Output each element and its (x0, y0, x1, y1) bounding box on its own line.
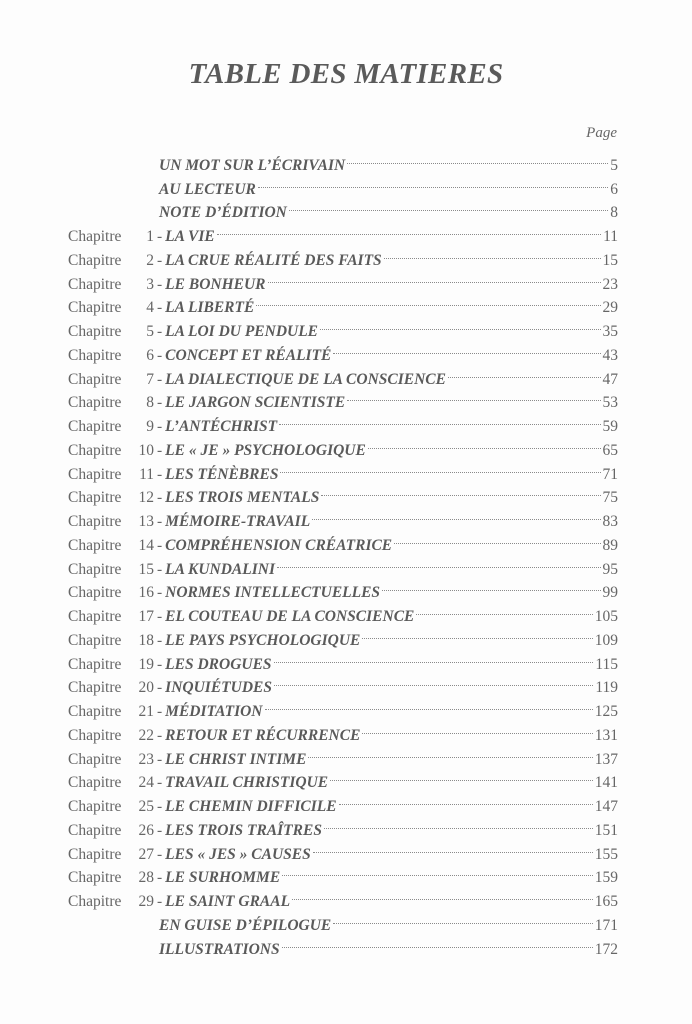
chapter-separator: - (157, 418, 163, 435)
dot-leader (289, 194, 608, 218)
page-number: 165 (594, 893, 618, 910)
chapter-title: RETOUR ET RÉCURRENCE (165, 726, 361, 744)
dot-leader (339, 787, 593, 811)
chapter-title: LA VIE (165, 228, 215, 245)
page-title: TABLE DES MATIERES (188, 58, 504, 90)
chapter-label: Chapitre (68, 299, 122, 317)
chapter-label: Chapitre (68, 370, 122, 388)
toc-entry[interactable] (68, 930, 618, 958)
dot-leader (217, 217, 601, 241)
chapter-separator: - (157, 299, 163, 317)
dot-leader (333, 336, 600, 360)
chapter-number: 1 (146, 228, 154, 245)
chapter-title: TRAVAIL CHRISTIQUE (165, 774, 329, 792)
dot-leader (277, 550, 601, 574)
chapter-label: Chapitre (68, 845, 122, 863)
page-number: 159 (594, 869, 618, 887)
page-number: 8 (610, 204, 618, 222)
chapter-label: Chapitre (68, 323, 122, 340)
page-number: 29 (602, 299, 618, 317)
dot-leader (347, 146, 608, 170)
toc-chapter-entry[interactable] (68, 217, 618, 245)
chapter-number: 17 (138, 608, 154, 625)
dot-leader (324, 811, 593, 835)
chapter-number: 13 (138, 513, 154, 530)
chapter-separator: - (157, 631, 163, 649)
chapter-title: COMPRÉHENSION CRÉATRICE (165, 536, 393, 554)
page-number: 141 (594, 774, 618, 792)
chapter-label: Chapitre (68, 798, 122, 815)
dot-leader (256, 289, 600, 313)
chapter-number: 27 (138, 845, 154, 863)
chapter-label: Chapitre (68, 441, 122, 459)
dot-leader (416, 597, 592, 621)
page-number: 83 (602, 513, 618, 530)
chapter-number: 7 (146, 370, 154, 388)
chapter-title: INQUIÉTUDES (165, 679, 272, 697)
dot-leader (308, 740, 592, 764)
page-number: 11 (603, 228, 618, 245)
page-number: 71 (602, 465, 618, 483)
chapter-separator: - (157, 893, 163, 910)
dot-leader (330, 764, 593, 788)
dot-leader (279, 407, 600, 431)
chapter-number: 9 (146, 418, 154, 435)
chapter-title: LE « JE » PSYCHOLOGIQUE (165, 441, 366, 459)
entry-title: ILLUSTRATIONS (159, 940, 280, 958)
page-number: 89 (602, 536, 618, 554)
chapter-number: 3 (146, 275, 154, 293)
page-number: 155 (594, 845, 618, 863)
entry-title: NOTE D’ÉDITION (159, 204, 287, 222)
chapter-separator: - (157, 774, 163, 792)
chapter-number: 20 (138, 679, 154, 697)
page-number: 5 (610, 156, 618, 174)
chapter-label: Chapitre (68, 631, 122, 649)
chapter-label: Chapitre (68, 465, 122, 483)
page-number: 115 (595, 655, 618, 673)
chapter-label: Chapitre (68, 560, 122, 578)
page-number: 6 (610, 180, 618, 198)
page-number: 15 (602, 251, 618, 269)
chapter-title: EL COUTEAU DE LA CONSCIENCE (165, 608, 415, 625)
chapter-title: CONCEPT ET RÉALITÉ (165, 346, 332, 364)
chapter-separator: - (157, 275, 163, 293)
chapter-number: 23 (138, 750, 154, 768)
page-number: 109 (594, 631, 618, 649)
chapter-title: LE CHEMIN DIFFICILE (165, 798, 337, 815)
chapter-label: Chapitre (68, 655, 122, 673)
chapter-separator: - (157, 465, 163, 483)
chapter-separator: - (157, 560, 163, 578)
chapter-label: Chapitre (68, 703, 122, 720)
entry-title: UN MOT SUR L’ÉCRIVAIN (159, 156, 346, 174)
chapter-number: 19 (138, 655, 154, 673)
chapter-separator: - (157, 394, 163, 412)
dot-leader (347, 384, 600, 408)
chapter-number: 15 (138, 560, 154, 578)
dot-leader (274, 669, 593, 693)
chapter-number: 26 (138, 821, 154, 839)
dot-leader (394, 526, 600, 550)
chapter-title: NORMES INTELLECTUELLES (165, 584, 381, 602)
dot-leader (320, 312, 600, 336)
page-number: 131 (594, 726, 618, 744)
chapter-label: Chapitre (68, 608, 122, 625)
chapter-separator: - (157, 228, 163, 245)
chapter-title: MÉDITATION (165, 703, 263, 720)
chapter-title: LES TROIS TRAÎTRES (165, 821, 322, 839)
chapter-title: LA LIBERTÉ (165, 299, 255, 317)
chapter-number: 12 (138, 489, 154, 507)
chapter-title: LES « JES » CAUSES (165, 845, 311, 863)
toc-entry[interactable] (68, 146, 618, 174)
table-of-contents (68, 146, 618, 958)
page-number: 119 (595, 679, 618, 697)
chapter-title: LA DIALECTIQUE DE LA CONSCIENCE (165, 370, 446, 388)
dot-leader (282, 930, 593, 954)
chapter-separator: - (157, 584, 163, 602)
chapter-label: Chapitre (68, 774, 122, 792)
dot-leader (274, 645, 594, 669)
chapter-number: 29 (138, 893, 154, 910)
chapter-number: 14 (138, 536, 154, 554)
dot-leader (292, 882, 593, 906)
chapter-title: LES DROGUES (165, 655, 272, 673)
chapter-separator: - (157, 370, 163, 388)
chapter-title: LA LOI DU PENDULE (165, 323, 319, 340)
chapter-separator: - (157, 726, 163, 744)
chapter-separator: - (157, 323, 163, 340)
chapter-label: Chapitre (68, 228, 122, 245)
chapter-title: LES TÉNÈBRES (165, 465, 279, 483)
chapter-title: LA KUNDALINI (165, 560, 275, 578)
page-number: 47 (602, 370, 618, 388)
chapter-number: 25 (138, 798, 154, 815)
page-number: 125 (594, 703, 618, 720)
page-number: 172 (594, 940, 618, 958)
page-number: 65 (602, 441, 618, 459)
chapter-title: LE SURHOMME (165, 869, 281, 887)
chapter-number: 28 (138, 869, 154, 887)
chapter-separator: - (157, 821, 163, 839)
page-number: 147 (594, 798, 618, 815)
dot-leader (280, 455, 600, 479)
chapter-label: Chapitre (68, 536, 122, 554)
chapter-separator: - (157, 441, 163, 459)
chapter-number: 4 (146, 299, 154, 317)
page-number: 59 (602, 418, 618, 435)
chapter-number: 24 (138, 774, 154, 792)
dot-leader (321, 479, 600, 503)
chapter-number: 2 (146, 251, 154, 269)
chapter-label: Chapitre (68, 418, 122, 435)
chapter-separator: - (157, 346, 163, 364)
chapter-number: 6 (146, 346, 154, 364)
dot-leader (448, 360, 601, 384)
chapter-label: Chapitre (68, 893, 122, 910)
chapter-title: LE SAINT GRAAL (165, 893, 291, 910)
dot-leader (282, 859, 593, 883)
chapter-title: LE PAYS PSYCHOLOGIQUE (165, 631, 361, 649)
chapter-label: Chapitre (68, 679, 122, 697)
dot-leader (333, 906, 593, 930)
toc-entry[interactable] (68, 194, 618, 222)
chapter-separator: - (157, 869, 163, 887)
page-number: 105 (594, 608, 618, 625)
chapter-title: LE JARGON SCIENTISTE (165, 394, 346, 412)
page-number: 23 (602, 275, 618, 293)
page-number: 35 (602, 323, 618, 340)
chapter-title: LES TROIS MENTALS (165, 489, 320, 507)
chapter-label: Chapitre (68, 750, 122, 768)
chapter-label: Chapitre (68, 869, 122, 887)
chapter-title: LA CRUE RÉALITÉ DES FAITS (165, 251, 382, 269)
chapter-label: Chapitre (68, 275, 122, 293)
chapter-separator: - (157, 655, 163, 673)
chapter-number: 16 (138, 584, 154, 602)
chapter-number: 21 (138, 703, 154, 720)
page-number: 151 (594, 821, 618, 839)
chapter-label: Chapitre (68, 394, 122, 412)
page-number: 95 (602, 560, 618, 578)
dot-leader (362, 621, 592, 645)
chapter-title: LE BONHEUR (165, 275, 266, 293)
toc-entry[interactable] (68, 170, 618, 198)
chapter-number: 5 (146, 323, 154, 340)
chapter-label: Chapitre (68, 821, 122, 839)
dot-leader (362, 716, 592, 740)
chapter-separator: - (157, 845, 163, 863)
chapter-label: Chapitre (68, 513, 122, 530)
dot-leader (313, 835, 593, 859)
chapter-title: MÉMOIRE-TRAVAIL (165, 513, 311, 530)
chapter-separator: - (157, 608, 163, 625)
page-number: 53 (602, 394, 618, 412)
page-number: 171 (594, 916, 618, 934)
chapter-title: L’ANTÉCHRIST (165, 418, 278, 435)
chapter-number: 11 (139, 465, 154, 483)
chapter-title: LE CHRIST INTIME (165, 750, 307, 768)
chapter-number: 18 (138, 631, 154, 649)
page-number: 43 (602, 346, 618, 364)
chapter-number: 22 (138, 726, 154, 744)
dot-leader (312, 502, 600, 526)
chapter-separator: - (157, 750, 163, 768)
dot-leader (265, 692, 593, 716)
chapter-separator: - (157, 703, 163, 720)
chapter-label: Chapitre (68, 251, 122, 269)
chapter-label: Chapitre (68, 346, 122, 364)
chapter-separator: - (157, 251, 163, 269)
chapter-number: 10 (138, 441, 154, 459)
dot-leader (382, 574, 600, 598)
chapter-number: 8 (146, 394, 154, 412)
page-number: 75 (602, 489, 618, 507)
entry-title: EN GUISE D’ÉPILOGUE (159, 916, 332, 934)
chapter-separator: - (157, 489, 163, 507)
chapter-separator: - (157, 798, 163, 815)
chapter-label: Chapitre (68, 584, 122, 602)
chapter-label: Chapitre (68, 726, 122, 744)
entry-title: AU LECTEUR (159, 180, 256, 198)
page-number: 99 (602, 584, 618, 602)
dot-leader (268, 265, 601, 289)
chapter-separator: - (157, 513, 163, 530)
chapter-separator: - (157, 536, 163, 554)
chapter-separator: - (157, 679, 163, 697)
dot-leader (368, 431, 601, 455)
dot-leader (384, 241, 601, 265)
page-column-label: Page (586, 125, 617, 141)
dot-leader (258, 170, 608, 194)
page-number: 137 (594, 750, 618, 768)
chapter-label: Chapitre (68, 489, 122, 507)
